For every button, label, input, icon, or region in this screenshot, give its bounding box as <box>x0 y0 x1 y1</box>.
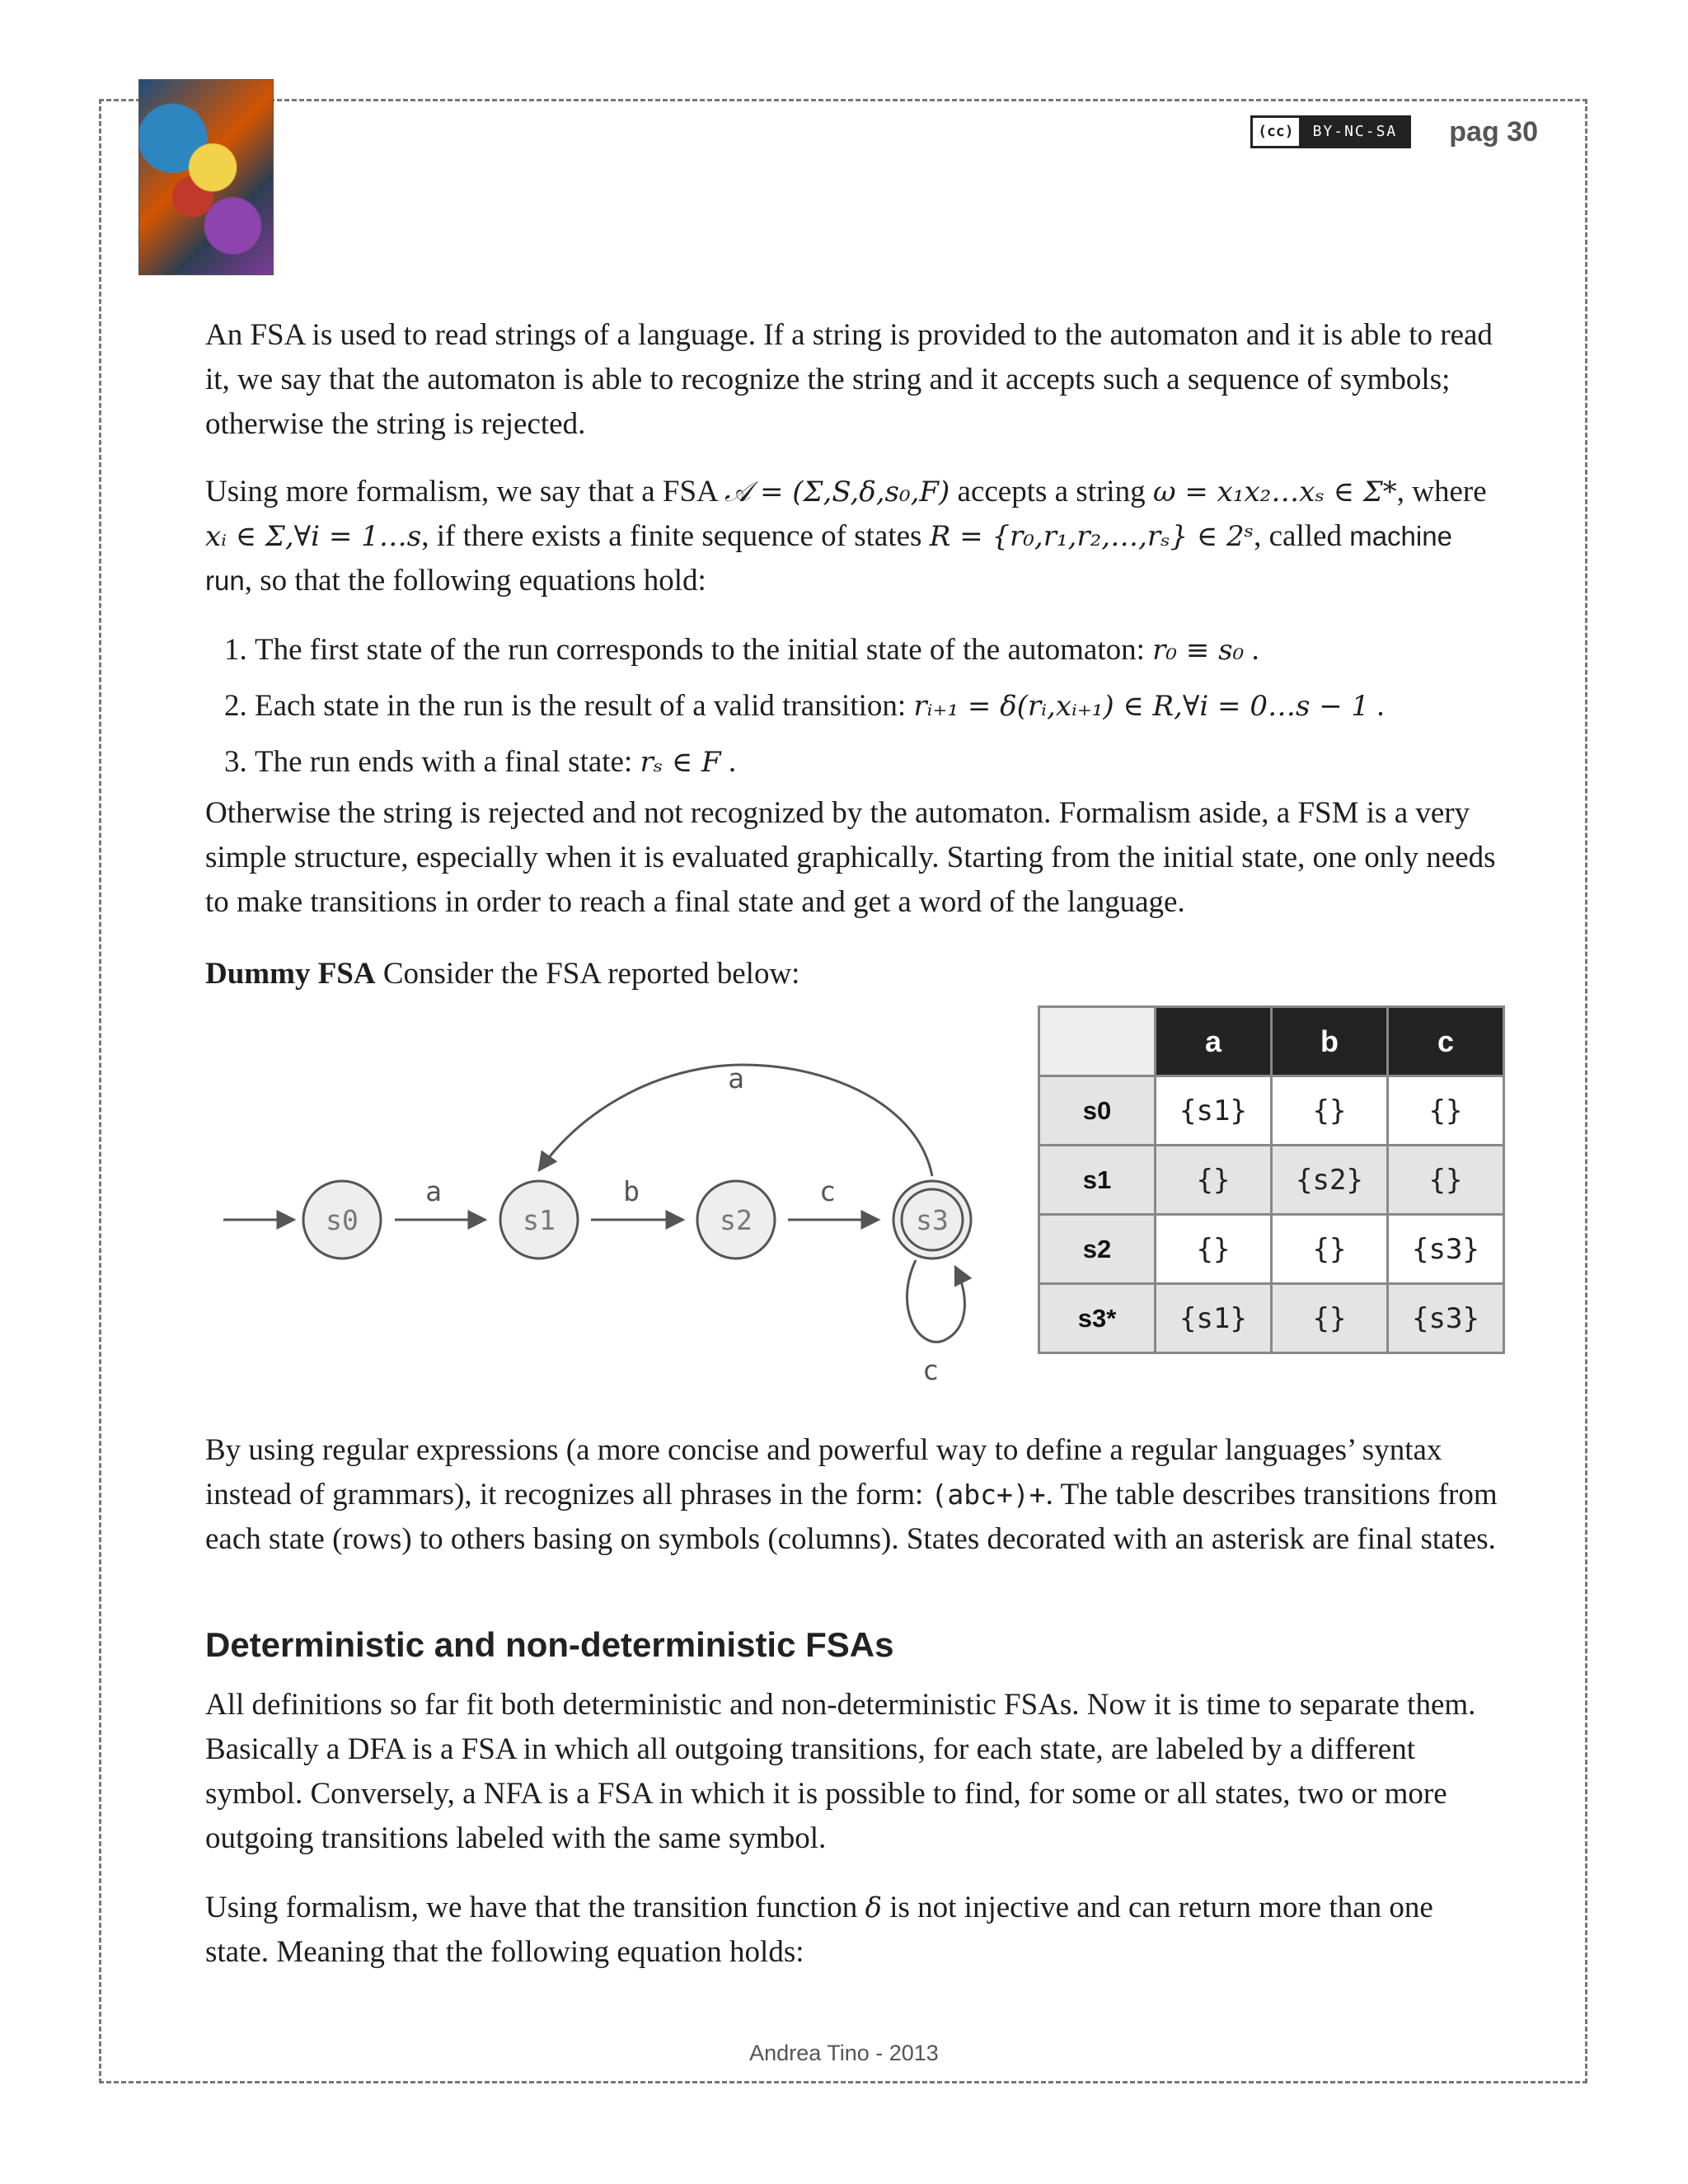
table-header-row <box>1039 1007 1504 1076</box>
table-cell: {} <box>1272 1215 1388 1284</box>
row-state-label: s1 <box>1039 1146 1156 1215</box>
paragraph-transition-function <box>205 1886 1499 1975</box>
math-symbol-condition: xᵢ ∈ Σ,∀i = 1…s <box>205 520 422 553</box>
text: Consider the FSA reported below: <box>375 957 800 991</box>
edge-s1-s2-label: b <box>623 1175 640 1207</box>
run-conditions-list <box>205 622 1385 790</box>
table-corner-cell <box>1039 1007 1156 1076</box>
edge-s0-s1-label: a <box>425 1175 442 1207</box>
math-state-sequence: R = {r₀,r₁,r₂,…,rₛ} ∈ 2ˢ <box>929 520 1254 553</box>
math: rₛ ∈ F <box>640 746 721 779</box>
table-row <box>1039 1215 1504 1284</box>
edge-s3-self-loop <box>907 1260 964 1342</box>
table-header-cell: b <box>1272 1007 1388 1076</box>
list-item <box>255 622 1385 678</box>
cover-thumbnail-image <box>138 79 274 275</box>
state-s3-label: s3 <box>916 1204 949 1236</box>
table-cell: {} <box>1272 1284 1388 1353</box>
list-item <box>255 734 1385 790</box>
text: , so that the following equations hold: <box>244 564 706 598</box>
table-cell: {} <box>1388 1076 1504 1146</box>
page-header <box>1250 115 1538 148</box>
text: Each state in the run is the result of a valid transition: <box>255 689 914 723</box>
dummy-fsa-label: Dummy FSA <box>205 957 376 991</box>
row-state-label: s2 <box>1039 1215 1156 1284</box>
math: rᵢ₊₁ = δ(rᵢ,xᵢ₊₁) ∈ R,∀i = 0…s − 1 <box>913 690 1370 723</box>
paragraph-dfa-nfa: All definitions so far fit both deterministic and non-deterministic FSAs. Now it is time to separate them. Basically a DFA is a FSA in which all outgoing transitions, for each state, are labeled by a different symbol. Conversely, a NFA is a FSA in which it is possible to find, for some or all states, two or more outgoing transitions labeled with the same symbol. <box>205 1688 1476 1855</box>
text: . The table describes transitions from each state (rows) to others basing on symbols (columns). States decorated with an asterisk are final states. <box>205 1478 1498 1556</box>
page-footer: Andrea Tino - 2013 <box>749 2041 939 2065</box>
license-label: BY-NC-SA <box>1301 118 1409 146</box>
row-state-label: s0 <box>1039 1076 1156 1146</box>
text: , if there exists a finite sequence of states <box>421 519 930 553</box>
text: The run ends with a final state: <box>255 745 640 779</box>
table-cell: {} <box>1156 1146 1272 1215</box>
table-cell: {s3} <box>1388 1215 1504 1284</box>
paragraph-rejection: Otherwise the string is rejected and not recognized by the automaton. Formalism aside, a FSM is a very simple structure, especially when it is evaluated graphically. Starting from the initial state, one only needs to make transitions in order to reach a final state and get a word of the language. <box>205 796 1496 919</box>
table-cell: {} <box>1156 1215 1272 1284</box>
paragraph-dummy-fsa <box>205 952 799 996</box>
text: is not injective and can return more than one state. Meaning that the following equation holds: <box>205 1891 1433 1969</box>
text: . <box>720 745 737 779</box>
row-state-label: s3* <box>1039 1284 1156 1353</box>
list-item <box>255 678 1385 734</box>
paragraph-intro: An FSA is used to read strings of a language. If a string is provided to the automaton and it is able to read it, we say that the automaton is able to recognize the string and it accepts such a sequence of symbols; otherwise the string is rejected. <box>205 318 1493 441</box>
math-fsa-definition: 𝒜 = (Σ,S,δ,s₀,F) <box>724 476 950 509</box>
table-row <box>1039 1146 1504 1215</box>
math-delta: δ <box>865 1891 882 1924</box>
text: Using more formalism, we say that a FSA <box>205 475 724 509</box>
table-cell: {s1} <box>1156 1076 1272 1146</box>
paragraph-formalism <box>205 470 1499 603</box>
state-s0-label: s0 <box>326 1204 359 1236</box>
table-cell: {s3} <box>1388 1284 1504 1353</box>
text: The first state of the run corresponds to the initial state of the automaton: <box>255 633 1153 667</box>
state-s2-label: s2 <box>720 1204 753 1236</box>
table-row <box>1039 1076 1504 1146</box>
table-cell: {s1} <box>1156 1284 1272 1353</box>
section-heading: Deterministic and non-deterministic FSAs <box>205 1625 894 1664</box>
text: . <box>1369 689 1385 723</box>
table-cell: {s2} <box>1272 1146 1388 1215</box>
math: r₀ ≡ s₀ <box>1152 634 1245 667</box>
text: , where <box>1396 475 1487 509</box>
edge-s3-self-label: c <box>922 1354 939 1386</box>
text: Using formalism, we have that the transition function <box>205 1891 865 1924</box>
term-machine-run: machine run <box>205 521 1452 596</box>
math-string: ω = x₁x₂…xₛ ∈ Σ* <box>1152 476 1397 509</box>
text: , called <box>1254 519 1350 553</box>
paragraph-regex <box>205 1428 1499 1562</box>
transition-table <box>1038 1005 1505 1354</box>
text: accepts a string <box>950 475 1153 509</box>
table-cell: {} <box>1272 1076 1388 1146</box>
cc-icon: (cc) <box>1253 118 1301 146</box>
table-cell: {} <box>1388 1146 1504 1215</box>
text: By using regular expressions (a more concise and powerful way to define a regular languages’ syntax instead of grammars), it recognizes all phrases in the form: <box>205 1433 1442 1511</box>
text: . <box>1244 633 1259 667</box>
table-row <box>1039 1284 1504 1353</box>
table-header-cell: a <box>1156 1007 1272 1076</box>
state-s1-label: s1 <box>523 1204 556 1236</box>
cc-license-badge[interactable] <box>1250 115 1411 148</box>
edge-s3-s1-label: a <box>728 1062 744 1094</box>
regex-code: (abc+)+ <box>931 1479 1046 1511</box>
table-header-cell: c <box>1388 1007 1504 1076</box>
page-number: pag 30 <box>1449 115 1538 148</box>
edge-s2-s3-label: c <box>819 1175 836 1207</box>
